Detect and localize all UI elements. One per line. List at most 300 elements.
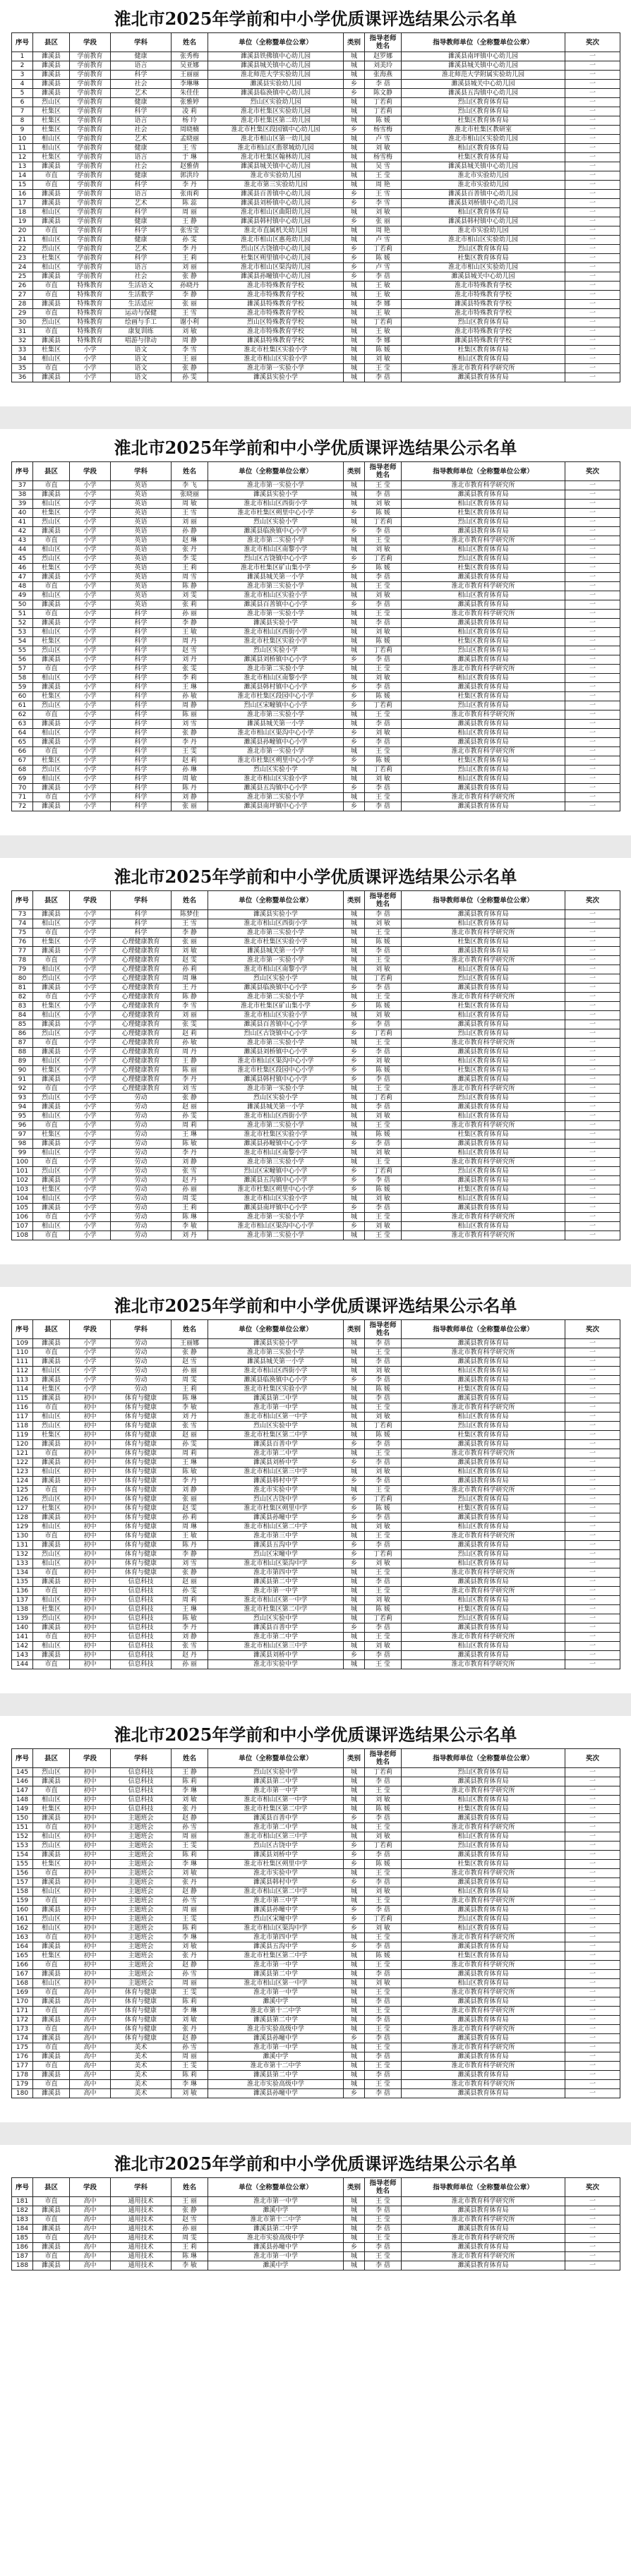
- district-cell: 濉溪县: [33, 2052, 70, 2062]
- subject-cell: 体育与健康: [111, 1477, 172, 1486]
- mentor-cell: 王 莹: [365, 1988, 402, 1997]
- stage-cell: 小学: [70, 1195, 111, 1204]
- mentor-cell: 丁若莉: [365, 1422, 402, 1431]
- stage-cell: 初中: [70, 1633, 111, 1642]
- stage-cell: 高中: [70, 2089, 111, 2098]
- table-row: [12, 738, 620, 747]
- seq-cell: 60: [12, 692, 33, 701]
- stage-cell: 小学: [70, 355, 111, 364]
- subject-cell: 艺术: [111, 89, 172, 98]
- subject-cell: 通用技术: [111, 2252, 172, 2261]
- award-cell: 一: [565, 1842, 620, 1851]
- award-cell: 一: [565, 1029, 620, 1039]
- category-cell: 城: [344, 1449, 365, 1458]
- stage-cell: 小学: [70, 1348, 111, 1357]
- stage-cell: 初中: [70, 1979, 111, 1988]
- stage-cell: 学前教育: [70, 226, 111, 236]
- name-cell: 刘 丹: [172, 1413, 208, 1422]
- seq-cell: 76: [12, 938, 33, 947]
- district-cell: 烈山区: [33, 1495, 70, 1504]
- mentor-unit-cell: 相山区教育体育局: [402, 1832, 565, 1842]
- unit-cell: 濉溪县韩村中学: [208, 1477, 344, 1486]
- seq-cell: 12: [12, 153, 33, 162]
- subject-cell: 信息科技: [111, 1642, 172, 1651]
- mentor-unit-cell: 淮北市教育科学研究所: [402, 2007, 565, 2016]
- seq-cell: 32: [12, 337, 33, 346]
- subject-cell: 英语: [111, 536, 172, 545]
- district-cell: 市直: [33, 309, 70, 318]
- header-district: 县区: [33, 1749, 70, 1768]
- seq-cell: 71: [12, 793, 33, 802]
- name-cell: 郭洪玲: [172, 171, 208, 181]
- subject-cell: 心理健康教育: [111, 1075, 172, 1084]
- subject-cell: 科学: [111, 674, 172, 683]
- award-cell: 一: [565, 1887, 620, 1897]
- subject-cell: 康复训练: [111, 327, 172, 337]
- unit-cell: 淮北市实验高级中学: [208, 2025, 344, 2034]
- category-cell: 城: [344, 171, 365, 181]
- table-row: [12, 527, 620, 536]
- subject-cell: 信息科技: [111, 1614, 172, 1623]
- award-cell: 一: [565, 1970, 620, 1979]
- district-cell: 市直: [33, 2215, 70, 2225]
- name-cell: 张 雪: [172, 1642, 208, 1651]
- award-cell: 一: [565, 637, 620, 646]
- district-cell: 相山区: [33, 355, 70, 364]
- category-cell: 乡: [344, 1814, 365, 1823]
- subject-cell: 体育与健康: [111, 1513, 172, 1523]
- stage-cell: 学前教育: [70, 245, 111, 254]
- table-row: [12, 1915, 620, 1924]
- unit-cell: 淮北市相山区西街小学: [208, 1367, 344, 1376]
- unit-cell: 淮北市杜集区矿山集小学: [208, 564, 344, 573]
- stage-cell: 特殊教育: [70, 282, 111, 291]
- mentor-cell: 李 娜: [365, 337, 402, 346]
- category-cell: 乡: [344, 1204, 365, 1213]
- unit-cell: 淮北市第二中学: [208, 1633, 344, 1642]
- category-cell: 城: [344, 1158, 365, 1167]
- category-cell: 城: [344, 929, 365, 938]
- district-cell: 濉溪县: [33, 2071, 70, 2080]
- seq-cell: 53: [12, 628, 33, 637]
- mentor-cell: 李 蓓: [365, 1339, 402, 1348]
- category-cell: 乡: [344, 1541, 365, 1550]
- table-row: [12, 1777, 620, 1786]
- mentor-unit-cell: 濉溪县教育体育局: [402, 2034, 565, 2043]
- subject-cell: 信息科技: [111, 1587, 172, 1596]
- mentor-unit-cell: 淮北市教育科学研究所: [402, 2215, 565, 2225]
- seq-cell: 171: [12, 2007, 33, 2016]
- mentor-unit-cell: 相山区教育体育局: [402, 1011, 565, 1020]
- name-cell: 刘 丹: [172, 1231, 208, 1240]
- table-row: [12, 1094, 620, 1103]
- mentor-unit-cell: 淮北师范大学附属实验幼儿园: [402, 71, 565, 80]
- district-cell: 烈山区: [33, 1029, 70, 1039]
- subject-cell: 科学: [111, 619, 172, 628]
- table-row: [12, 1213, 620, 1222]
- category-cell: 城: [344, 1796, 365, 1805]
- mentor-cell: 卢 雪: [365, 263, 402, 272]
- table-row: [12, 1642, 620, 1651]
- table-row: [12, 1185, 620, 1195]
- unit-cell: 淮北市相山区西街小学: [208, 628, 344, 637]
- mentor-cell: 王 莹: [365, 793, 402, 802]
- table-row: [12, 1596, 620, 1605]
- mentor-unit-cell: 杜集区教育体育局: [402, 1805, 565, 1814]
- seq-cell: 63: [12, 720, 33, 729]
- category-cell: 城: [344, 628, 365, 637]
- stage-cell: 小学: [70, 729, 111, 738]
- stage-cell: 小学: [70, 1367, 111, 1376]
- table-row: [12, 1394, 620, 1403]
- results-table: [11, 1319, 620, 1669]
- table-row: [12, 1020, 620, 1029]
- mentor-cell: 王 莹: [365, 536, 402, 545]
- seq-cell: 26: [12, 282, 33, 291]
- unit-cell: 淮北市杜集区实验小学: [208, 1385, 344, 1394]
- unit-cell: 淮北市实验高级中学: [208, 2080, 344, 2089]
- name-cell: 赵 雯: [172, 956, 208, 965]
- stage-cell: 初中: [70, 1532, 111, 1541]
- mentor-unit-cell: 淮北市教育科学研究所: [402, 1231, 565, 1240]
- unit-cell: 淮北市相山区渠沟中心小学: [208, 1057, 344, 1066]
- name-cell: 于 琳: [172, 153, 208, 162]
- stage-cell: 小学: [70, 500, 111, 509]
- award-cell: 一: [565, 1449, 620, 1458]
- category-cell: 城: [344, 637, 365, 646]
- seq-cell: 56: [12, 655, 33, 665]
- table-row: [12, 2261, 620, 2270]
- subject-cell: 劳动: [111, 1121, 172, 1130]
- unit-cell: 淮北市杜集区实验小学: [208, 1130, 344, 1139]
- table-row: [12, 536, 620, 545]
- category-cell: 乡: [344, 655, 365, 665]
- name-cell: 陈 敏: [172, 1139, 208, 1149]
- category-cell: 城: [344, 282, 365, 291]
- award-cell: 一: [565, 1997, 620, 2007]
- seq-cell: 134: [12, 1568, 33, 1578]
- mentor-unit-cell: 濉溪县教育体育局: [402, 373, 565, 382]
- unit-cell: 淮北市杜集区段园镇中心幼儿园: [208, 126, 344, 135]
- award-cell: 一: [565, 1961, 620, 1970]
- seq-cell: 187: [12, 2252, 33, 2261]
- category-cell: 城: [344, 1357, 365, 1367]
- table-row: [12, 919, 620, 929]
- district-cell: 市直: [33, 1348, 70, 1357]
- mentor-unit-cell: 濉溪县教育体育局: [402, 984, 565, 993]
- award-cell: 一: [565, 527, 620, 536]
- unit-cell: 濉溪县临涣镇中心小学: [208, 1376, 344, 1385]
- name-cell: 王 雯: [172, 1842, 208, 1851]
- award-cell: 一: [565, 309, 620, 318]
- category-cell: 乡: [344, 1942, 365, 1952]
- mentor-cell: 刘美玲: [365, 61, 402, 71]
- seq-cell: 120: [12, 1440, 33, 1449]
- subject-cell: 科学: [111, 919, 172, 929]
- mentor-cell: 王 莹: [365, 1121, 402, 1130]
- stage-cell: 小学: [70, 747, 111, 756]
- award-cell: 一: [565, 910, 620, 919]
- table-row: [12, 1906, 620, 1915]
- seq-cell: 58: [12, 674, 33, 683]
- unit-cell: 淮北市相山区第二中学: [208, 1523, 344, 1532]
- award-cell: 一: [565, 619, 620, 628]
- district-cell: 相山区: [33, 1222, 70, 1231]
- name-cell: 朱佳佳: [172, 89, 208, 98]
- district-cell: 濉溪县: [33, 2243, 70, 2252]
- district-cell: 市直: [33, 226, 70, 236]
- award-cell: 一: [565, 600, 620, 610]
- table-row: [12, 1348, 620, 1357]
- name-cell: 李琳琳: [172, 80, 208, 89]
- name-cell: 王 静: [172, 217, 208, 226]
- district-cell: 相山区: [33, 1887, 70, 1897]
- district-cell: 市直: [33, 582, 70, 591]
- header-district: 县区: [33, 462, 70, 481]
- mentor-cell: 王 敏: [365, 282, 402, 291]
- seq-cell: 114: [12, 1385, 33, 1394]
- category-cell: 城: [344, 1149, 365, 1158]
- stage-cell: 高中: [70, 1988, 111, 1997]
- name-cell: 周 琳: [172, 974, 208, 984]
- mentor-unit-cell: 相山区教育体育局: [402, 919, 565, 929]
- mentor-cell: 王 莹: [365, 1633, 402, 1642]
- mentor-cell: 陈 媛: [365, 1605, 402, 1614]
- mentor-unit-cell: 淮北市教育科学研究所: [402, 364, 565, 373]
- mentor-unit-cell: 淮北市教育科学研究所: [402, 710, 565, 720]
- seq-cell: 101: [12, 1167, 33, 1176]
- stage-cell: 小学: [70, 766, 111, 775]
- name-cell: 陈 琳: [172, 2252, 208, 2261]
- table-row: [12, 720, 620, 729]
- category-cell: 城: [344, 144, 365, 153]
- unit-cell: 烈山区宋疃中学: [208, 1915, 344, 1924]
- page-title: 淮北市2025年学前和中小学优质课评选结果公示名单: [114, 866, 517, 887]
- district-cell: 濉溪县: [33, 1440, 70, 1449]
- district-cell: 杜集区: [33, 254, 70, 263]
- unit-cell: 淮北市相山区实验小学: [208, 1195, 344, 1204]
- table-row: [12, 337, 620, 346]
- mentor-cell: 刘 敏: [365, 729, 402, 738]
- mentor-unit-cell: 濉溪县教育体育局: [402, 1139, 565, 1149]
- seq-cell: 140: [12, 1623, 33, 1633]
- subject-cell: 社会: [111, 80, 172, 89]
- award-cell: 一: [565, 655, 620, 665]
- table-row: [12, 1176, 620, 1185]
- unit-cell: 淮北市实验中学: [208, 1660, 344, 1669]
- stage-cell: 初中: [70, 1468, 111, 1477]
- stage-cell: 初中: [70, 1906, 111, 1915]
- district-cell: 杜集区: [33, 346, 70, 355]
- unit-cell: 淮北市第三实验小学: [208, 710, 344, 720]
- stage-cell: 初中: [70, 1924, 111, 1933]
- stage-cell: 学前教育: [70, 171, 111, 181]
- mentor-unit-cell: 淮北市教育科学研究所: [402, 1897, 565, 1906]
- seq-cell: 185: [12, 2234, 33, 2243]
- name-cell: 陈梦佳: [172, 910, 208, 919]
- award-cell: 一: [565, 2043, 620, 2052]
- unit-cell: 淮北市相山区南黎小学: [208, 1149, 344, 1158]
- seq-cell: 80: [12, 974, 33, 984]
- district-cell: 杜集区: [33, 126, 70, 135]
- mentor-unit-cell: 杜集区教育体育局: [402, 938, 565, 947]
- table-row: [12, 1623, 620, 1633]
- seq-cell: 107: [12, 1222, 33, 1231]
- stage-cell: 学前教育: [70, 217, 111, 226]
- category-cell: 城: [344, 619, 365, 628]
- district-cell: 市直: [33, 282, 70, 291]
- subject-cell: 信息科技: [111, 1623, 172, 1633]
- category-cell: 城: [344, 793, 365, 802]
- mentor-cell: 陈 媛: [365, 1130, 402, 1139]
- mentor-unit-cell: 淮北市教育科学研究所: [402, 1213, 565, 1222]
- seq-cell: 137: [12, 1596, 33, 1605]
- table-row: [12, 665, 620, 674]
- mentor-cell: 王 莹: [365, 2043, 402, 2052]
- subject-cell: 劳动: [111, 1139, 172, 1149]
- stage-cell: 高中: [70, 2052, 111, 2062]
- table-row: [12, 181, 620, 190]
- mentor-cell: 王 莹: [365, 481, 402, 490]
- mentor-cell: 王 莹: [365, 1587, 402, 1596]
- mentor-cell: 李 蓓: [365, 2225, 402, 2234]
- category-cell: 城: [344, 318, 365, 327]
- mentor-unit-cell: 濉溪县教育体育局: [402, 2243, 565, 2252]
- name-cell: 李 丹: [172, 738, 208, 747]
- mentor-unit-cell: 濉溪县教育体育局: [402, 1020, 565, 1029]
- page-title: 淮北市2025年学前和中小学优质课评选结果公示名单: [114, 1295, 517, 1316]
- category-cell: 乡: [344, 1924, 365, 1933]
- district-cell: 濉溪县: [33, 720, 70, 729]
- mentor-unit-cell: 相山区教育体育局: [402, 355, 565, 364]
- subject-cell: 生活语文: [111, 282, 172, 291]
- mentor-unit-cell: 杜集区教育体育局: [402, 1504, 565, 1513]
- table-row: [12, 254, 620, 263]
- award-cell: 一: [565, 327, 620, 337]
- unit-cell: 淮北市相山区第三中学: [208, 1468, 344, 1477]
- page-title: 淮北市2025年学前和中小学优质课评选结果公示名单: [114, 437, 517, 458]
- stage-cell: 小学: [70, 646, 111, 655]
- table-row: [12, 71, 620, 80]
- unit-cell: 淮北市杜集区实验小学: [208, 346, 344, 355]
- award-cell: 一: [565, 1832, 620, 1842]
- seq-cell: 161: [12, 1915, 33, 1924]
- stage-cell: 小学: [70, 683, 111, 692]
- unit-cell: 濉溪县实验幼儿园: [208, 80, 344, 89]
- mentor-unit-cell: 濉溪县教育体育局: [402, 1339, 565, 1348]
- table-row: [12, 1633, 620, 1642]
- mentor-cell: 李 蓓: [365, 2052, 402, 2062]
- district-cell: 市直: [33, 291, 70, 300]
- stage-cell: 小学: [70, 600, 111, 610]
- subject-cell: 科学: [111, 71, 172, 80]
- mentor-cell: 王 莹: [365, 171, 402, 181]
- award-cell: 一: [565, 555, 620, 564]
- table-row: [12, 208, 620, 217]
- district-cell: 烈山区: [33, 1915, 70, 1924]
- name-cell: 孙 莉: [172, 1513, 208, 1523]
- mentor-unit-cell: 淮北市教育科学研究所: [402, 536, 565, 545]
- document-page: [0, 1716, 631, 2122]
- district-cell: 相山区: [33, 263, 70, 272]
- subject-cell: 科学: [111, 107, 172, 116]
- category-cell: 城: [344, 1786, 365, 1796]
- category-cell: 城: [344, 71, 365, 80]
- header-mentor-unit: 指导教师单位（全称暨单位公章）: [402, 2178, 565, 2197]
- category-cell: 城: [344, 582, 365, 591]
- category-cell: 城: [344, 1523, 365, 1532]
- subject-cell: 体育与健康: [111, 1568, 172, 1578]
- stage-cell: 初中: [70, 1869, 111, 1878]
- district-cell: 相山区: [33, 1367, 70, 1376]
- subject-cell: 体育与健康: [111, 1523, 172, 1532]
- unit-cell: 淮北市相山区惠苑幼儿园: [208, 236, 344, 245]
- seq-cell: 122: [12, 1458, 33, 1468]
- subject-cell: 劳动: [111, 1149, 172, 1158]
- district-cell: 濉溪县: [33, 2034, 70, 2043]
- seq-cell: 46: [12, 564, 33, 573]
- mentor-unit-cell: 淮北市教育科学研究所: [402, 2234, 565, 2243]
- name-cell: 李 静: [172, 291, 208, 300]
- district-cell: 濉溪县: [33, 337, 70, 346]
- name-cell: 刘 静: [172, 793, 208, 802]
- district-cell: 濉溪县: [33, 162, 70, 171]
- seq-cell: 123: [12, 1468, 33, 1477]
- name-cell: 李 丹: [172, 1623, 208, 1633]
- table-header-row: [12, 1320, 620, 1339]
- mentor-unit-cell: 淮北市教育科学研究所: [402, 1403, 565, 1413]
- subject-cell: 科学: [111, 692, 172, 701]
- name-cell: 王 琳: [172, 683, 208, 692]
- category-cell: 城: [344, 1394, 365, 1403]
- table-row: [12, 1651, 620, 1660]
- unit-cell: 淮北市第一中学: [208, 1786, 344, 1796]
- name-cell: 周 莉: [172, 1449, 208, 1458]
- stage-cell: 初中: [70, 1878, 111, 1887]
- mentor-unit-cell: 烈山区教育体育局: [402, 98, 565, 107]
- unit-cell: 濉溪县刘桥中学: [208, 1651, 344, 1660]
- district-cell: 濉溪县: [33, 1623, 70, 1633]
- name-cell: 刘 丽: [172, 1011, 208, 1020]
- mentor-cell: 卢 雪: [365, 135, 402, 144]
- district-cell: 相山区: [33, 919, 70, 929]
- mentor-cell: 吴 雪: [365, 162, 402, 171]
- unit-cell: 濉溪县五沟镇中心小学: [208, 1176, 344, 1185]
- name-cell: 赵 雪: [172, 646, 208, 655]
- mentor-unit-cell: 淮北市教育科学研究所: [402, 582, 565, 591]
- table-header-row: [12, 891, 620, 910]
- subject-cell: 英语: [111, 518, 172, 527]
- mentor-unit-cell: 淮北市教育科学研究所: [402, 2252, 565, 2261]
- category-cell: 城: [344, 116, 365, 126]
- district-cell: 濉溪县: [33, 784, 70, 793]
- mentor-unit-cell: 杜集区教育体育局: [402, 1130, 565, 1139]
- district-cell: 相山区: [33, 674, 70, 683]
- stage-cell: 小学: [70, 1103, 111, 1112]
- award-cell: 一: [565, 646, 620, 655]
- name-cell: 张 丹: [172, 545, 208, 555]
- table-row: [12, 1942, 620, 1952]
- name-cell: 李 丹: [172, 1149, 208, 1158]
- mentor-unit-cell: 濉溪县教育体育局: [402, 738, 565, 747]
- table-header-row: [12, 462, 620, 481]
- table-row: [12, 217, 620, 226]
- seq-cell: 98: [12, 1139, 33, 1149]
- table-row: [12, 2252, 620, 2261]
- district-cell: 杜集区: [33, 116, 70, 126]
- name-cell: 李 敏: [172, 2261, 208, 2270]
- category-cell: 乡: [344, 1495, 365, 1504]
